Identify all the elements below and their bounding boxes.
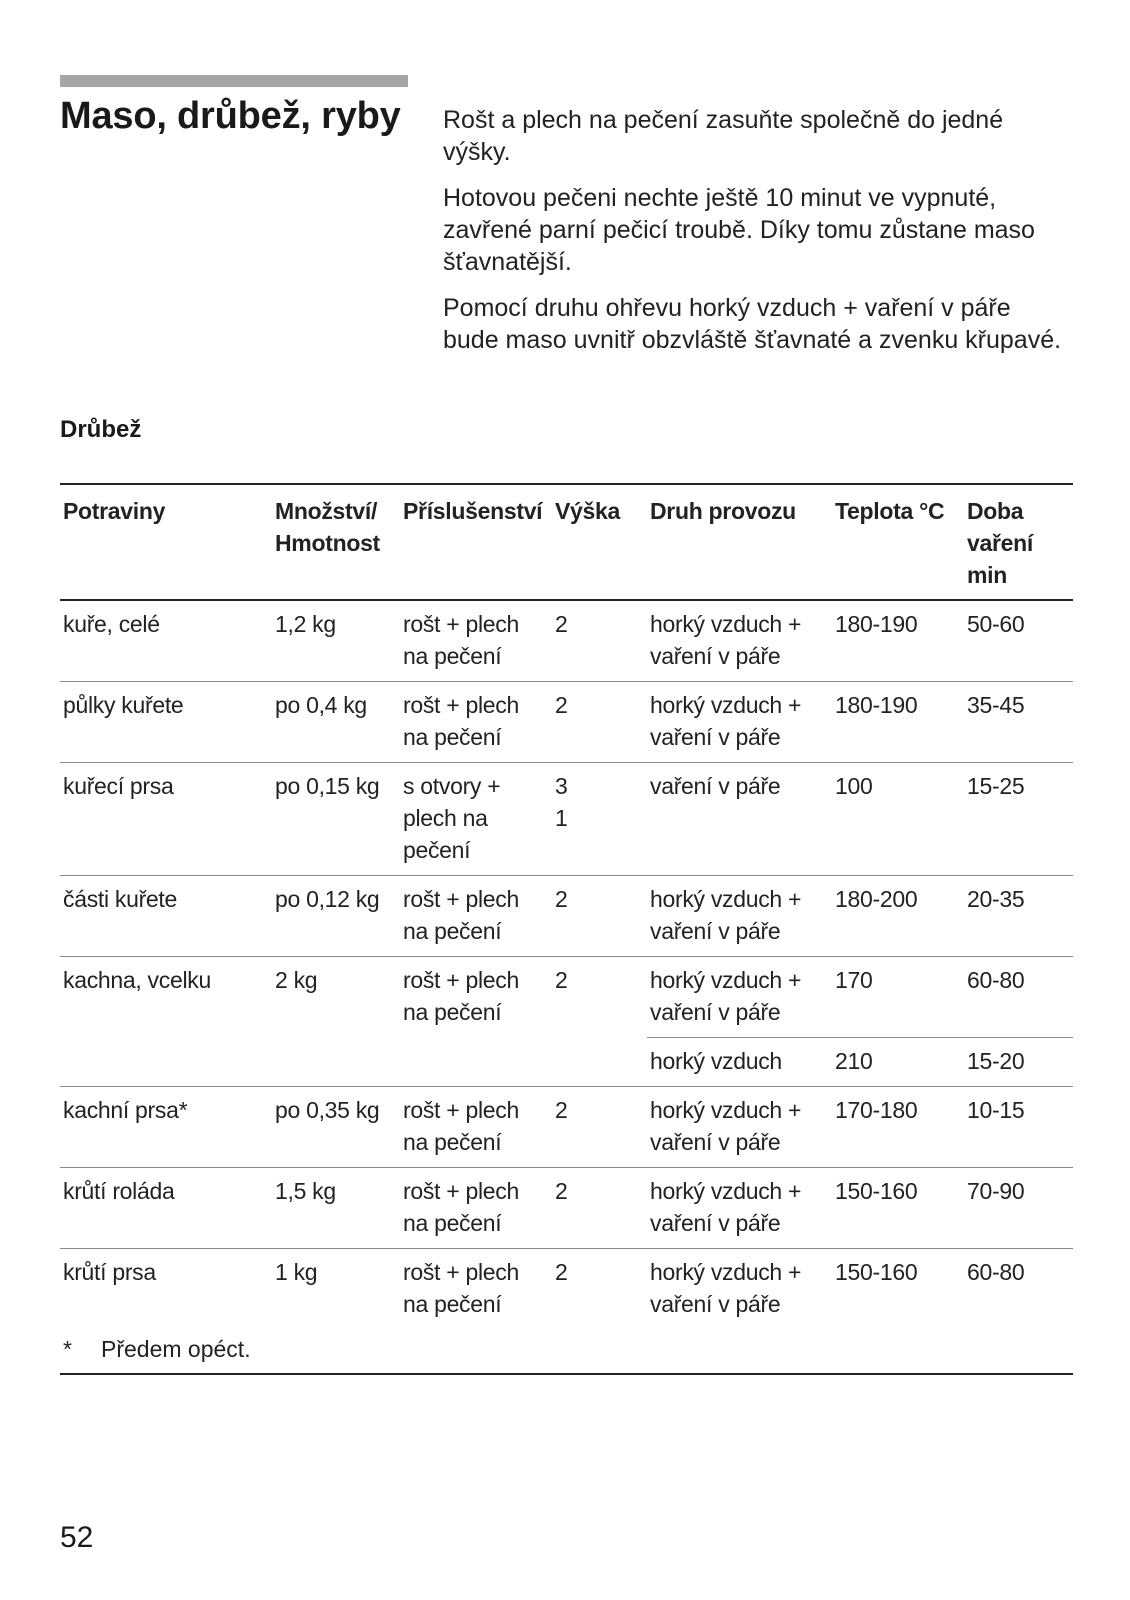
- cell-temp: 150-160: [832, 1168, 964, 1249]
- poultry-table: [60, 483, 1073, 1375]
- cell-temp: 180-190: [832, 600, 964, 682]
- cell-height: [552, 763, 647, 876]
- cell-time: 20-35: [964, 876, 1073, 957]
- cell-height: 2: [552, 600, 647, 682]
- cell-mode: horký vzduch + vaření v páře: [647, 682, 832, 763]
- table-footnote-row: [60, 1329, 1073, 1374]
- cell-amount: 2 kg: [272, 957, 400, 1087]
- cell-mode: horký vzduch + vaření v páře: [650, 1259, 802, 1317]
- cell-height-line-2: 1: [555, 805, 568, 831]
- cell-amount: 1,5 kg: [272, 1168, 400, 1249]
- cell-height-line-1: 3: [555, 773, 568, 799]
- cell-accessory: rošt + plech na pečení: [403, 1259, 519, 1317]
- cell-temp: 180-200: [832, 876, 964, 957]
- table-row: [60, 957, 1073, 1038]
- cell-amount: po 0,15 kg: [272, 763, 400, 876]
- cell-height: 2: [552, 957, 647, 1087]
- table-footnote: [60, 1329, 1073, 1374]
- header-amount: Množství/ Hmotnost: [272, 484, 400, 600]
- cell-accessory: rošt + plech na pečení: [400, 1087, 552, 1168]
- header-food: Potraviny: [60, 484, 272, 600]
- cell-temp: 170: [832, 957, 964, 1038]
- cell-mode: horký vzduch: [647, 1038, 832, 1087]
- header-mode: Druh provozu: [647, 484, 832, 600]
- intro-paragraph-3: Pomocí druhu ohřevu horký vzduch + vaření v páře bude maso uvnitř obzvláště šťavnaté a zvenku křupavé.: [443, 294, 1062, 354]
- cell-accessory: rošt + plech na pečení: [400, 600, 552, 682]
- cell-time: 60-80: [964, 957, 1073, 1038]
- cell-temp: 150-160: [835, 1259, 918, 1285]
- cell-height: 2: [552, 682, 647, 763]
- cell-accessory: rošt + plech na pečení: [400, 1168, 552, 1249]
- cell-amount: po 0,35 kg: [272, 1087, 400, 1168]
- cell-accessory: s otvory + plech na pečení: [400, 763, 552, 876]
- cell-mode: horký vzduch + vaření v páře: [647, 876, 832, 957]
- cell-amount: po 0,4 kg: [272, 682, 400, 763]
- cell-mode: horký vzduch + vaření v páře: [647, 600, 832, 682]
- cell-temp: 170-180: [832, 1087, 964, 1168]
- header-height: Výška: [552, 484, 647, 600]
- section-top-bar: [60, 75, 408, 87]
- poultry-table-container: [60, 483, 1073, 1375]
- cell-food: kuře, celé: [60, 600, 272, 682]
- cell-food: půlky kuřete: [60, 682, 272, 763]
- cell-food: kachní prsa*: [60, 1087, 272, 1168]
- cell-time: 15-20: [964, 1038, 1073, 1087]
- cell-time: 10-15: [964, 1087, 1073, 1168]
- table-row: [60, 1249, 1073, 1330]
- footnote-mark: *: [63, 1336, 72, 1362]
- cell-accessory: rošt + plech na pečení: [400, 876, 552, 957]
- cell-food: kuřecí prsa: [60, 763, 272, 876]
- cell-amount: 1 kg: [275, 1259, 318, 1285]
- cell-temp: 210: [832, 1038, 964, 1087]
- header-time: Doba vaření min: [964, 484, 1073, 600]
- page-number: 52: [60, 1521, 94, 1554]
- intro-paragraph-1: Rošt a plech na pečení zasuňte společně do jedné výšky.: [443, 106, 1004, 166]
- footnote-text: Předem opéct.: [101, 1336, 251, 1362]
- poultry-subheading: Drůbež: [60, 416, 142, 443]
- intro-paragraph-2: Hotovou pečeni nechte ještě 10 minut ve vypnuté, zavřené parní pečicí troubě. Díky tomu zůstane maso šťavnatější.: [443, 184, 1035, 276]
- cell-height: 2: [552, 1087, 647, 1168]
- header-accessory: Příslušenství: [400, 484, 552, 600]
- cell-temp: 100: [832, 763, 964, 876]
- cell-mode: vaření v páře: [647, 763, 832, 876]
- cell-mode: horký vzduch + vaření v páře: [647, 1087, 832, 1168]
- table-row: [60, 1168, 1073, 1249]
- cell-time: 50-60: [964, 600, 1073, 682]
- cell-height: 2: [552, 1168, 647, 1249]
- cell-food: krůtí roláda: [60, 1168, 272, 1249]
- table-row: [60, 763, 1073, 876]
- table-header-row: [60, 484, 1073, 600]
- cell-food: krůtí prsa: [63, 1259, 156, 1285]
- cell-mode: horký vzduch + vaření v páře: [647, 1168, 832, 1249]
- table-row: [60, 600, 1073, 682]
- cell-amount: 1,2 kg: [272, 600, 400, 682]
- cell-amount: po 0,12 kg: [272, 876, 400, 957]
- header-temp: Teplota °C: [832, 484, 964, 600]
- cell-time: 15-25: [964, 763, 1073, 876]
- cell-height: 2: [552, 876, 647, 957]
- intro-text: [443, 104, 1073, 370]
- cell-mode: horký vzduch + vaření v páře: [647, 957, 832, 1038]
- cell-accessory: rošt + plech na pečení: [400, 682, 552, 763]
- cell-food: části kuřete: [60, 876, 272, 957]
- cell-height: 2: [555, 1259, 568, 1285]
- cell-time: 35-45: [964, 682, 1073, 763]
- section-title: Maso, drůbež, ryby: [60, 95, 401, 137]
- table-row: [60, 876, 1073, 957]
- cell-temp: 180-190: [832, 682, 964, 763]
- cell-accessory: rošt + plech na pečení: [400, 957, 552, 1087]
- cell-food: kachna, vcelku: [60, 957, 272, 1087]
- cell-time: 70-90: [964, 1168, 1073, 1249]
- table-row: [60, 1087, 1073, 1168]
- table-row: [60, 682, 1073, 763]
- cell-time: 60-80: [967, 1259, 1025, 1285]
